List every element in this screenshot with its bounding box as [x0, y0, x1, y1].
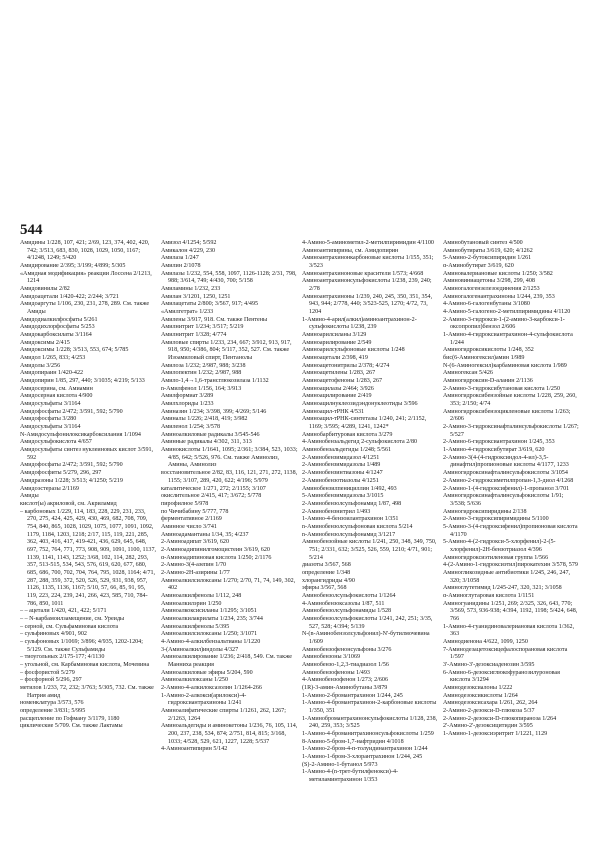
index-entry: 2-Аминобензотиазолы 4/1251	[302, 477, 379, 484]
page-number: 544	[20, 222, 43, 238]
index-entry: Аминогалогенантрахиноны 1/244, 239, 353	[443, 293, 555, 300]
index-entry: Амиленол 1/254; 3/578	[161, 424, 221, 431]
index-entry: 2-Аминобензимидазол 4/1251	[302, 454, 380, 461]
index-entry: Амилформиат 3/289	[161, 393, 214, 400]
index-entry: 1-Амино-4-бромантрахинон-2-карбоновые кислоты 1/350, 351	[302, 700, 437, 714]
index-entry: Аминодиенона 4/622, 1099, 1250	[443, 638, 528, 645]
index-entry: «Амидная модификация» реакции Лоссена 2/1213, 1214	[20, 270, 152, 285]
index-entry: 2'-Амино-2'-дезоксицитидин 3/595	[443, 723, 533, 730]
index-entry: Аминоалкилфенолы 1/112, 248	[161, 592, 242, 599]
index-entry: n-Аминобензолсульфонамид 3/1217	[302, 531, 396, 538]
index-entry: Амиловые спирты 1/233, 234, 667; 3/912, 913, 917, 918, 950; 4/386, 804; 5/117, 352, 527. См. также Изоамиловый спирт, Пентанолы	[161, 339, 292, 362]
index-entry: Амилин 2/1078	[161, 263, 201, 270]
index-entry: кислот(ы) акриловой, см. Акриламид	[20, 500, 117, 507]
index-entry: Амилопектин 1/232; 2/987, 988	[161, 370, 242, 377]
index-entry: Амидолы 3/256	[20, 362, 61, 369]
index-entry: N-(6-Аминогексил)карбаминовая кислота 1/989	[443, 362, 567, 369]
index-entry: Амидины 1/228, 107, 421; 2/69, 123, 374, 402, 420, 742; 3/513, 683, 830, 1028, 1029, 1050, 1167; 4/1248, 1249; 5/420	[20, 240, 150, 262]
index-entry: Аминобензофеноны 1/493	[302, 669, 370, 676]
index-entry: по Чичибабину 5/777, 778	[161, 508, 229, 515]
index-entry: Амилацетаты 2/800; 3/567, 917; 4/495	[161, 301, 259, 308]
index-entry: 1-Аминобромантрахинонсульфокислоты 1/128, 238, 240, 259, 353; 3/525	[302, 715, 438, 730]
index-entry: 2-Амино-3-гидроксибутановая кислота 1/250	[443, 385, 561, 392]
index-entry: 1-Амино-4-арил(алкил)аминоантрахинон-2-сульфокислоты 1/238, 239	[302, 316, 417, 331]
index-entry: 4-Амино-5-галогено-2-метилпиримидины 4/1120	[443, 309, 571, 316]
index-entry: номенклатура 3/573, 576	[20, 700, 84, 707]
index-entry: Аминоалкилсилоксаны 1/250; 3/1071	[161, 631, 258, 638]
index-column-3	[302, 240, 439, 840]
index-entry: 2-Амино-2-дезокси-D-глюкопираноза 1/264	[443, 715, 557, 722]
index-entry: Амидофосфаты 3/280	[20, 416, 77, 423]
index-entry: N-(n-Аминобензолсульфонил)-N'-бутилмочевина 1/609	[302, 631, 430, 645]
index-entry: Амидофосфаты 2/472; 3/591, 592; 5/790	[20, 408, 123, 415]
index-entry: Амило-1,4→1,6-трансглюкозилаза 1/1132	[161, 378, 269, 385]
index-entry: Аминобутираты 3/619, 620; 4/1262	[443, 247, 533, 254]
index-entry: Аминогидроксипиридины 2/138	[443, 508, 527, 515]
index-entry: 2-Амино-3(4-азепин 1/70	[161, 562, 227, 569]
index-entry: Амилан 3/1201, 1250, 1251	[161, 293, 231, 300]
index-entry: Аминогексан 5/426	[443, 370, 493, 377]
index-entry: Аминоацил-тРНК 4/531	[302, 408, 365, 415]
index-entry: Аминоальдегиды и аминокетоны 1/236, 76, 105, 114, 200, 237, 238, 534, 874; 2/751, 814, 815; 3/168, 1033; 4/528, 529, 621, 1227, 1228; 5/537	[161, 723, 298, 745]
index-entry: Амидоэстеразы 2/1169	[20, 485, 79, 492]
index-entry: 2-Амино-2Н-азирины 1/77	[161, 569, 230, 576]
index-entry: ферментативное 2/1169	[161, 516, 222, 523]
index-entry: Аминогалогензелезоединения 2/1253	[443, 286, 540, 293]
index-entry: каталитическое 1/271, 272; 2/1155; 3/107	[161, 485, 266, 492]
index-entry: эфиры 3/567, 568	[302, 585, 347, 592]
index-entry: 1-Амино-4-бензоилантрахинон 1/351	[302, 516, 399, 523]
index-entry: расщепление по Гофману 3/1179, 1180	[20, 715, 120, 722]
index-entry: Аминоалкилоксаны 1/250	[161, 677, 228, 684]
index-entry: окислительное 2/415, 417; 3/672; 5/778	[161, 493, 262, 500]
index-entry: Аминоарилсиланы 3/129	[302, 332, 367, 339]
index-entry: 1-Амино-2-бром-4-п-толуидинантрахинон 1/244	[302, 746, 428, 753]
index-entry: – фосфористой 5/279	[20, 669, 75, 676]
index-entry: 2-Аминоадипинилгомоцистеин 3/619, 620	[161, 546, 270, 553]
index-entry: Амиды	[20, 493, 39, 500]
index-column-2	[161, 240, 298, 840]
index-entry: 6-Амино-6-дезоксиглюкофуранозилуроновая кислота 3/1294	[443, 669, 560, 684]
index-entry: Аминоантрахинонкарбоновые кислоты 1/155, 351; 3/523	[302, 255, 434, 270]
index-entry: Амилнитрит 1/328; 4/774	[161, 332, 227, 339]
index-entry: Амилоза 1/232; 2/987, 988; 3/238	[161, 362, 246, 369]
index-entry: бис(6-Аминогексил)амин 1/989	[443, 355, 525, 362]
index-entry: 2-Амино-3-гидроксинафталинсульфокислоты 1/267; 5/527	[443, 424, 579, 438]
index-entry: Амидоксимы 1/228; 3/513, 553, 674; 5/785	[20, 347, 129, 354]
index-entry: Аминоалкилсилоксаны 1/270; 2/70, 71, 74, 149, 302, 402	[161, 577, 296, 592]
index-entry: Амидодихлорфосфаты 5/253	[20, 324, 95, 331]
index-entry: n-Аминобензолсульфоновая кислота 5/214	[302, 523, 413, 530]
index-entry: диазоты 3/567, 568	[302, 562, 351, 569]
index-entry: Аминоалкилакрилаты 1/234, 235; 3/744	[161, 615, 263, 622]
index-entry: Аминогидроксин-D-аланин 2/1136	[443, 378, 533, 385]
index-entry: Аминогуанидины 1/251, 269; 2/325, 326, 643, 770; 3/569, 573, 936-938; 4/394, 1192, 1198; 5/424, 648, 766	[443, 600, 578, 622]
index-entry: 4-Амино-6-галогенбутаны 3/1080	[443, 301, 530, 308]
index-entry: 1-Амино-4-броманитрахинонсульфокислоты 1/259	[302, 731, 434, 737]
index-entry: Аминобензолсульфокислоты 1/241, 242, 251; 3/35, 527, 528; 4/394; 5/139	[302, 615, 433, 630]
index-column-4	[443, 240, 580, 840]
index-entry: 4-Аминоантипирин 5/142	[161, 746, 228, 753]
index-entry: 2-Аминобензнитрил 1/493	[302, 508, 371, 515]
index-entry: Амилены 3/917, 918. См. также Пентены	[161, 316, 268, 323]
index-entry: Аминоглутетимид 1/245-247, 320, 321; 3/1058	[443, 585, 562, 592]
index-entry: 2-Аминобензинтиазоны 4/1247	[302, 470, 383, 477]
index-entry: Амизол 4/1254; 5/592	[161, 240, 217, 246]
index-entry: 5-Амино-3-(4-гидроксифенил)пропионовая кислота 4/1170	[443, 523, 578, 538]
index-entry: Амидофосфаты 2/472; 3/591, 592; 5/790	[20, 462, 123, 469]
index-entry: Аминоалкоксисиланы 1/1295; 3/1051	[161, 608, 257, 615]
index-entry: Амидоацетали 1/420-422; 2/244; 3/721	[20, 293, 119, 300]
index-entry: Аминоацилазы 2/464; 3/926	[302, 385, 374, 392]
index-entry: Амидодиалкилфосфаты 5/261	[20, 316, 98, 323]
index-entry: 4-Амино-4-алкилбензальтианы 1/1220	[161, 638, 261, 645]
index-entry: Аминогидроксинафталинсульфокислоты 1/91; 3/538; 5/636	[443, 493, 564, 507]
index-entry: Аминобензойные кислоты 1/241, 250, 348, 349, 750, 751; 2/331, 632; 3/525, 526, 559, 1210; 4/71, 901; 5/214	[302, 539, 437, 561]
index-entry: Амидофосфиты 5/279, 296, 297	[20, 470, 102, 477]
index-entry: – – N-карбамоилзамещение, см. Уреиды	[20, 615, 125, 622]
index-entry: Аминобензо-1,2,3-тиадиазол 1/56	[302, 661, 389, 668]
index-entry: Аминоантрахиноны 1/239, 240, 245, 350, 351, 354, 943, 944; 2/778, 440; 3/523-525, 1270; 4/72, 73, 1204	[302, 293, 433, 316]
index-entry: Аминобензолсульфонамиды 1/528	[302, 608, 392, 615]
index-entry: Амидосульфаты 3/1164	[20, 401, 81, 408]
index-entry: Аминогидроксикислоты 1/248, 352	[443, 347, 534, 354]
index-entry: Аминные радикалы 4/302, 311, 313	[161, 439, 252, 446]
index-entry: Амидол 1/265, 833; 4/253	[20, 355, 86, 362]
index-entry: восстановительное 2/82, 83, 116, 121, 271, 272, 1138, 1155; 3/107, 289, 420, 622; 4/196; 5/979	[161, 470, 298, 484]
index-entry: Аминоантрахинонсульфокислоты 1/238, 239, 240; 2/78	[302, 278, 432, 293]
index-entry: Аминобензальдегиды 1/248; 5/561	[302, 447, 392, 454]
index-entry: Амидосульфаты синтез нуклеиновых кислот 3/591, 592	[20, 447, 154, 461]
index-entry: Амилаза 1/247	[161, 255, 199, 262]
index-entry: Аминобензоны 3/1069	[302, 654, 361, 661]
index-entry: 1-Амино-4-гуанидиновалериановая кислота 1/362, 363	[443, 623, 575, 638]
index-entry: Аминодезоксисахара 1/261, 262, 264	[443, 700, 538, 707]
index-entry: 2-Аминобензимидазолы 1/489	[302, 462, 381, 469]
index-entry: 2-Амино-3(4-(4-гидроксиндол-4-ил)-3,5-динафтил)пропионовые кислоты 4/1177, 1233	[443, 454, 569, 469]
index-entry: циклические 5/709. См. также Лактамы	[20, 723, 123, 730]
index-entry: Аминоарилирование 2/549	[302, 339, 372, 346]
index-entry: Амидоаргуты 1/106, 230, 231, 278, 289. См. также Амиды	[20, 301, 150, 316]
index-entry: Аминалы 1/226; 2/418, 419; 3/982	[161, 416, 248, 423]
index-entry: Аминодезоксикислоты 1/264	[443, 692, 518, 699]
index-entry: Амидоксимы 2/415	[20, 339, 70, 346]
index-entry: 5-Аминобензимидазолы 3/1015	[302, 493, 384, 500]
index-entry: Аминобутановый синтез 4/500	[443, 240, 523, 246]
index-entry: (S)-2-Амино-1-бутанол 5/973	[302, 761, 378, 768]
index-entry: Амилнитрит 1/234; 3/517; 5/219	[161, 324, 244, 331]
index-entry: определение 1/348	[302, 569, 351, 576]
index-entry: n-Амилфенол 1/156, 164; 3/913	[161, 385, 242, 392]
index-entry: 4-Аминобензальдегид 2-сульфокислота 2/80	[302, 439, 418, 446]
index-entry: Аминобензолсульфокислоты 1/1264	[302, 592, 396, 599]
index-entry: Аминодезоксиалоны 1/222	[443, 684, 513, 691]
index-entry: 4-Амино-5-аминометил-2-метилпиримидин 4/1100	[302, 240, 434, 246]
index-entry: Аминоантрахиноновые красители 1/573; 4/668	[302, 270, 424, 277]
index-entry: 4-(2-Амино-1-гидроксиэтил)пирокатехин 3/578, 579	[443, 562, 578, 569]
index-entry: Аминоацилирование 2/419	[302, 393, 372, 400]
index-entry: 7-Аминодезацетоксицефалоспорановая кислота 1/597	[443, 646, 568, 661]
index-entry: 2-Амино-2-дезокси-D-глюкоза 5/37	[443, 707, 535, 714]
index-entry: Амидосульфаты 3/1164	[20, 424, 81, 431]
index-entry: Аминоацетонитрилы 2/378; 4/274	[302, 362, 390, 369]
index-entry: метилов 1/233, 72, 232; 3/763; 5/305, 732. См. также Натрия амид	[20, 684, 154, 699]
index-entry: – сульфоновых 1/1069; 3/896; 4/935, 1202-1204; 5/129. См. также Сульфамиды	[20, 638, 143, 653]
index-entry: Аминовалериановые кислоты 1/250; 3/582	[443, 270, 553, 277]
index-entry: Амикалон 4/229, 230	[161, 247, 216, 254]
index-entry: – карбоновых 1/229, 114, 183, 228, 229, 231, 233, 270, 275, 424, 425, 429, 430, 469, 682, 708, 709, 754, 840, 865, 1028, 1029, 1075, 1077, 1091, 1092, 1179, 1184, 1203, 1218; 2/17, 115, 119, 221, 285, 362, 403, 416, 417, 419-421, 436, 629, 645, 648, 697, 752, 764, 771, 773, 908, 909, 1091, 1100, 1137, 1139, 1141, 1143, 1252; 3/68, 102, 114, 282, 293, 357, 513-515, 534, 543, 576, 619, 620, 677, 680, 685, 686, 700, 702, 704, 764, 795, 1028, 1164; 4/71, 287, 288, 359, 372, 520, 526, 529, 931, 938, 957, 1126, 1135, 1136, 1167; 5/10, 57, 66, 85, 91, 95, 119, 223, 224, 239, 241, 266, 423, 585, 710, 784-786, 850, 1011	[20, 508, 157, 607]
index-entry: Аминобензофенонсульфоны 3/276	[302, 646, 392, 653]
index-entry: – тиоугольных 2/175-177; 4/1130	[20, 654, 105, 661]
index-entry: α-Аминоглутаровая кислота 1/1151	[443, 592, 535, 599]
index-entry: Аминовиниацетоны 3/298, 299, 408	[443, 278, 535, 285]
index-entry: 5-Амино-4-(2-гидрокси-5-хлорфенил)-2-(5-хлорфенил)-2Н-бензотриазол 4/396	[443, 539, 556, 553]
index-entry: Аминокислоты 1/1641, 1095; 2/361; 3/384, 523, 1033; 4/85, 642; 5/526, 976. См. также Аминолиз, Амины, Аминолиз	[161, 447, 298, 469]
index-entry: «Амилгетрат» 1/233	[161, 309, 214, 316]
index-entry: Аминоалкиловые радикалы 3/545-546	[161, 431, 260, 438]
index-entry: определение 3/831; 5/995	[20, 707, 86, 714]
index-entry: Аминоацетали 2/398, 419	[302, 355, 368, 362]
index-entry: Аминоалкилэрин 1/250	[161, 600, 222, 607]
index-entry: Аминоацетилены 1/283, 267	[302, 370, 376, 377]
index-entry: Амиламины 1/232, 233	[161, 286, 221, 293]
index-entry: Аминобарбитуровая кислота 3/279	[302, 431, 393, 438]
index-entry: 2-Аминобензолсульфонамид 1/87, 498	[302, 500, 402, 507]
index-entry: 2-Амино-3-гидроксипиримидины 5/1100	[443, 516, 549, 523]
index-entry: Амидовинилы 2/82	[20, 286, 70, 293]
index-entry: Аминогидроксинафталинсульфокислоты 3/1054	[443, 470, 568, 477]
index-entry: Аминогидроксибензоцикленовые кислоты 1/263; 2/606	[443, 408, 571, 423]
index-entry: 2-Амино-4-алкилоксазолин 1/1264-266	[161, 684, 262, 691]
index-entry: 1-Амино-2-алкокси(арилокси)-4-гидроксиантрахиноны 1/241	[161, 692, 247, 707]
index-entry: – – ацетали 1/420, 421, 422; 5/171	[20, 608, 107, 615]
index-entry: 8-Амино-5-бром-1,7-нафтридин 4/1018	[302, 738, 404, 745]
index-entry: Амидирование 2/395; 3/199; 4/899; 5/305	[20, 263, 126, 270]
index-entry: – серной, см. Сульфаминовая кислота	[20, 623, 119, 630]
index-entry: 2-Амино-1-(4-гидроксифенил)-1-пропанол 3/701	[443, 485, 570, 492]
index-entry: Амидопирин 1/85, 297, 440; 3/1035; 4/219; 5/133	[20, 378, 145, 385]
index-entry: Аминогидроксибензойные кислоты 1/228, 259, 260, 353; 2/150; 4/74	[443, 393, 577, 408]
index-entry: 1-Амино-1-бром-3-хлорантрахинон 1/244, 245	[302, 754, 423, 761]
index-entry: Аминоацил-тРНК-синтетазы 1/240, 241; 2/1152, 1169; 3/595; 4/289, 1241, 1242*	[302, 416, 427, 431]
index-entry: 3'-Амино-3'-дезоксиаденозин 3/595	[443, 661, 535, 668]
index-entry: Аминное число 3/741	[161, 523, 217, 530]
index-entry: 1-Амино-4-гидроксибутират 3/619, 620	[443, 447, 545, 454]
index-entry: Аминазин 1/234; 3/398, 399; 4/269; 5/146	[161, 408, 267, 415]
index-entry: 1-Амино-1-дезоксиэритрит 1/1221, 1129	[443, 731, 548, 737]
index-entry: Аминоалкилирование 1/236; 2/418, 549. См. также Манниха реакция	[161, 654, 292, 668]
index-columns	[20, 240, 580, 840]
index-entry: 2-Аминоадипат 3/619, 620	[161, 539, 230, 546]
index-entry: Аминоалкиловые эфиры 5/204, 590	[161, 669, 253, 676]
index-entry: – фосфорной 5/296, 297	[20, 677, 82, 684]
index-entry: Амидосульфокислота 4/657	[20, 439, 92, 446]
index-entry: Амидосерная кислота 4/900	[20, 393, 93, 400]
index-entry: Аминобензилпенициллин 1/492, 493	[302, 485, 397, 492]
index-entry: α-Аминоадипиновая кислота 1/250; 2/1176	[161, 554, 272, 561]
index-entry: Аминоантипирины, см. Амидопирин	[302, 247, 399, 254]
index-entry: Амидразоны 1/228; 3/513; 4/1250; 5/219	[20, 477, 123, 484]
index-entry: Аминогидроксиэтиленовая группа 1/566	[443, 554, 549, 561]
index-entry: 2-Амино-3-гидрокси-1-(2-амино-3-карбокси-1-оксопропил)бензол 2/606	[443, 316, 565, 331]
index-entry: 3-(Аминоалкил)индолы 4/327	[161, 646, 239, 653]
index-entry: 1-Амино-4-гидроксиантрахинон-4-сульфокислота 1/244	[443, 332, 573, 346]
index-entry: 4-Аминобензофенон 1/273; 2/606	[302, 677, 389, 684]
index-entry: 5-Амино-2-бутоксипиридин 1/261	[443, 255, 532, 262]
index-entry: Аминоарилсульфоновые кислоты 1/248	[302, 347, 405, 354]
index-entry: 2-Амино-2-гидроксиметилпропан-1,3-диол 4/1268	[443, 477, 574, 484]
index-entry: Амилазы 1/232, 554, 558, 1097, 1126-1128; 2/31, 798, 988; 3/614, 749; 4/430, 700; 5/158	[161, 270, 297, 285]
index-entry: 2-Амино-6-гидроксиантрахинон 1/245, 353	[443, 439, 555, 446]
index-entry: Аминоадамантаны 1/34, 35; 4/237	[161, 531, 249, 538]
index-entry: – сульфиновых 4/901, 902	[20, 631, 87, 638]
index-entry: 1-Амино-4-(n-трет-бутилфенокси)-4-метиламинтрахинон 1/353	[302, 769, 399, 784]
index-entry: Амидопираин 1/420-422	[20, 370, 84, 377]
index-entry: Амидокарбоксилаты 3/1164	[20, 332, 92, 339]
index-column-1	[20, 240, 157, 840]
index-entry: (1R)-3-амин-Аминобутаны 3/879	[302, 684, 388, 691]
index-entry: Амидосерина, см. Амиамин	[20, 385, 93, 392]
index-entry: 1-Амино-2-бромантрахинон 1/244, 245	[302, 692, 403, 699]
index-entry: α-Аминобутират 3/619, 620	[443, 263, 514, 270]
index-entry: – угольной, см. Карбаминовая кислота, Мочевина	[20, 661, 150, 668]
index-entry: Аминоалкилфенолы 5/395	[161, 623, 230, 630]
index-entry: N-Амидосульфонилоксикарбоксилания 1/1094	[20, 431, 141, 438]
index-entry: хлорангидриды 4/90	[302, 577, 355, 584]
index-entry: 4-Аминобензоксазолы 1/87, 511	[302, 600, 385, 607]
index-entry: Аминоацилнуклеозидэндонуклеотиды 3/596	[302, 401, 418, 408]
index-entry: пирофилное 5/978	[161, 500, 209, 507]
index-entry: Аминогликозидные антибиотики 1/245, 246, 247, 320; 3/1058	[443, 569, 571, 584]
index-entry: Аминоалифатические спирты 1/1261, 262, 1267; 2/1263, 1264	[161, 707, 286, 722]
index-entry: Амилхлориды 1/233	[161, 401, 214, 408]
index-entry: Аминоацетофеноны 1/283, 267	[302, 378, 383, 385]
